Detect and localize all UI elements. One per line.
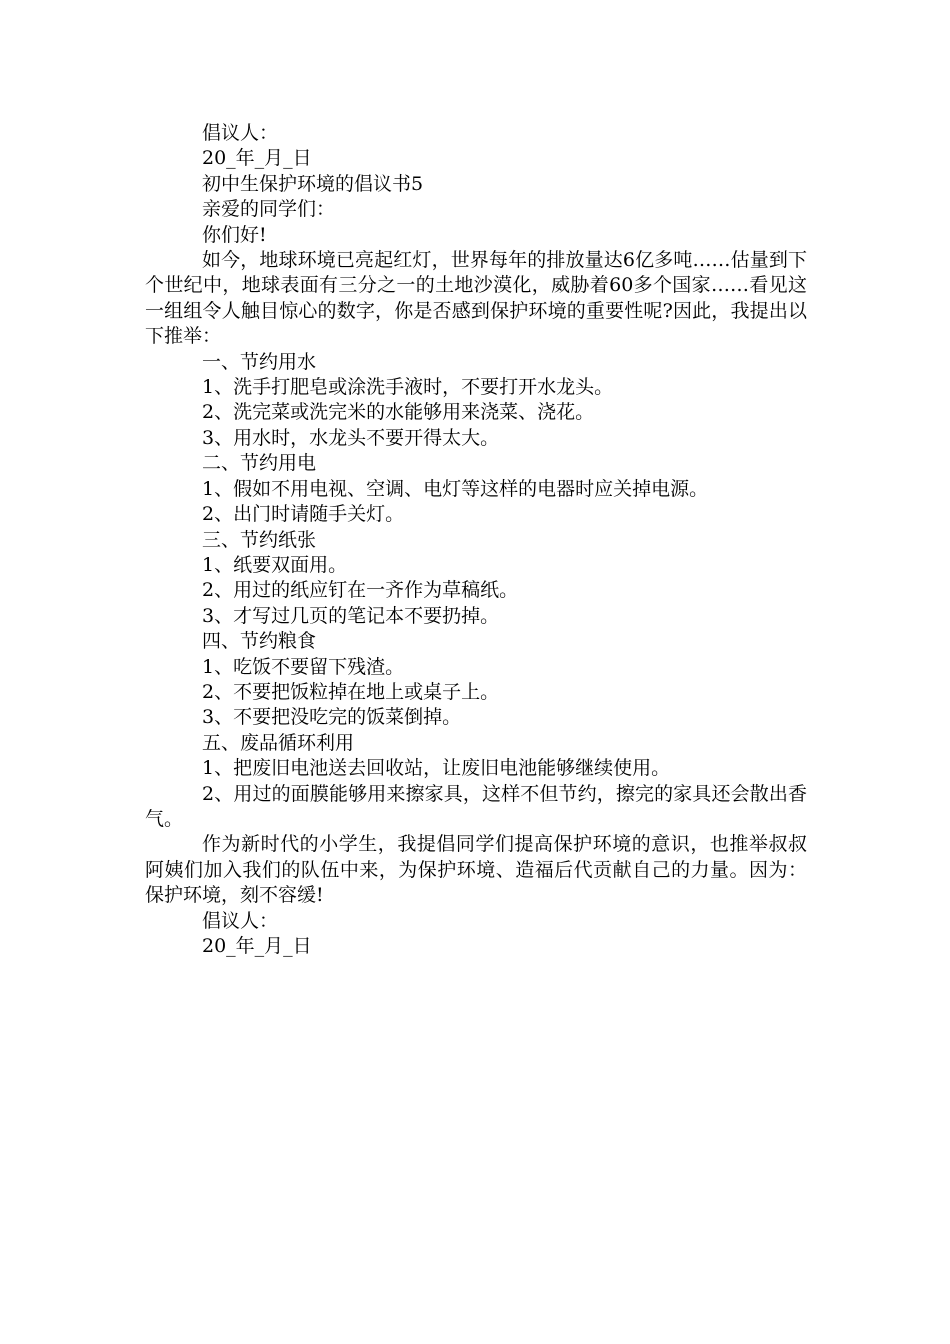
list-item: 2、不要把饭粒掉在地上或桌子上。 [202,680,500,703]
list-item: 2、用过的纸应钉在一齐作为草稿纸。 [202,579,519,602]
document-body [145,121,807,959]
section-heading-electricity: 二、节约用电 [202,452,317,475]
list-item: 1、假如不用电视、空调、电灯等这样的电器时应关掉电源。 [202,477,709,500]
list-item: 1、吃饭不要留下残渣。 [202,655,405,678]
list-item: 1、纸要双面用。 [202,553,348,576]
section-heading-recycling: 五、废品循环利用 [202,731,355,754]
greeting: 你们好! [202,223,267,246]
section-heading-food: 四、节约粮食 [202,630,317,653]
section-heading-paper: 三、节约纸张 [202,528,317,551]
document-title: 初中生保护环境的倡议书5 [202,172,424,195]
list-item: 1、洗手打肥皂或涂洗手液时，不要打开水龙头。 [202,376,614,399]
closing-paragraph: 作为新时代的小学生，我提倡同学们提高保护环境的意识，也推举叔叔阿姨们加入我们的队伍中来，为保护环境、造福后代贡献自己的力量。因为：保护环境，刻不容缓! [145,833,807,907]
list-item: 3、才写过几页的笔记本不要扔掉。 [202,604,500,627]
list-item: 3、不要把没吃完的饭菜倒掉。 [202,706,462,729]
list-item: 2、用过的面膜能够用来擦家具，这样不但节约，擦完的家具还会散出香气。 [145,782,807,830]
signature-label: 倡议人： [202,122,279,144]
date-line: 20_年_月_日 [202,935,312,957]
section-heading-water: 一、节约用水 [202,350,317,373]
intro-paragraph: 如今，地球环境已亮起红灯，世界每年的排放量达6亿多吨……估量到下个世纪中，地球表面有三分之一的土地沙漠化，威胁着60多个国家……看见这一组组令人触目惊心的数字，你是否感到保护环境的重要性呢?因此，我提出以下推举： [145,249,807,348]
list-item: 2、出门时请随手关灯。 [202,503,405,526]
list-item: 1、把废旧电池送去回收站，让废旧电池能够继续使用。 [202,757,671,780]
signature-label: 倡议人： [202,909,279,932]
list-item: 2、洗完菜或洗完米的水能够用来浇菜、浇花。 [202,401,595,424]
date-line: 20_年_月_日 [202,147,312,170]
salutation: 亲爱的同学们： [202,198,336,221]
list-item: 3、用水时，水龙头不要开得太大。 [202,426,500,449]
